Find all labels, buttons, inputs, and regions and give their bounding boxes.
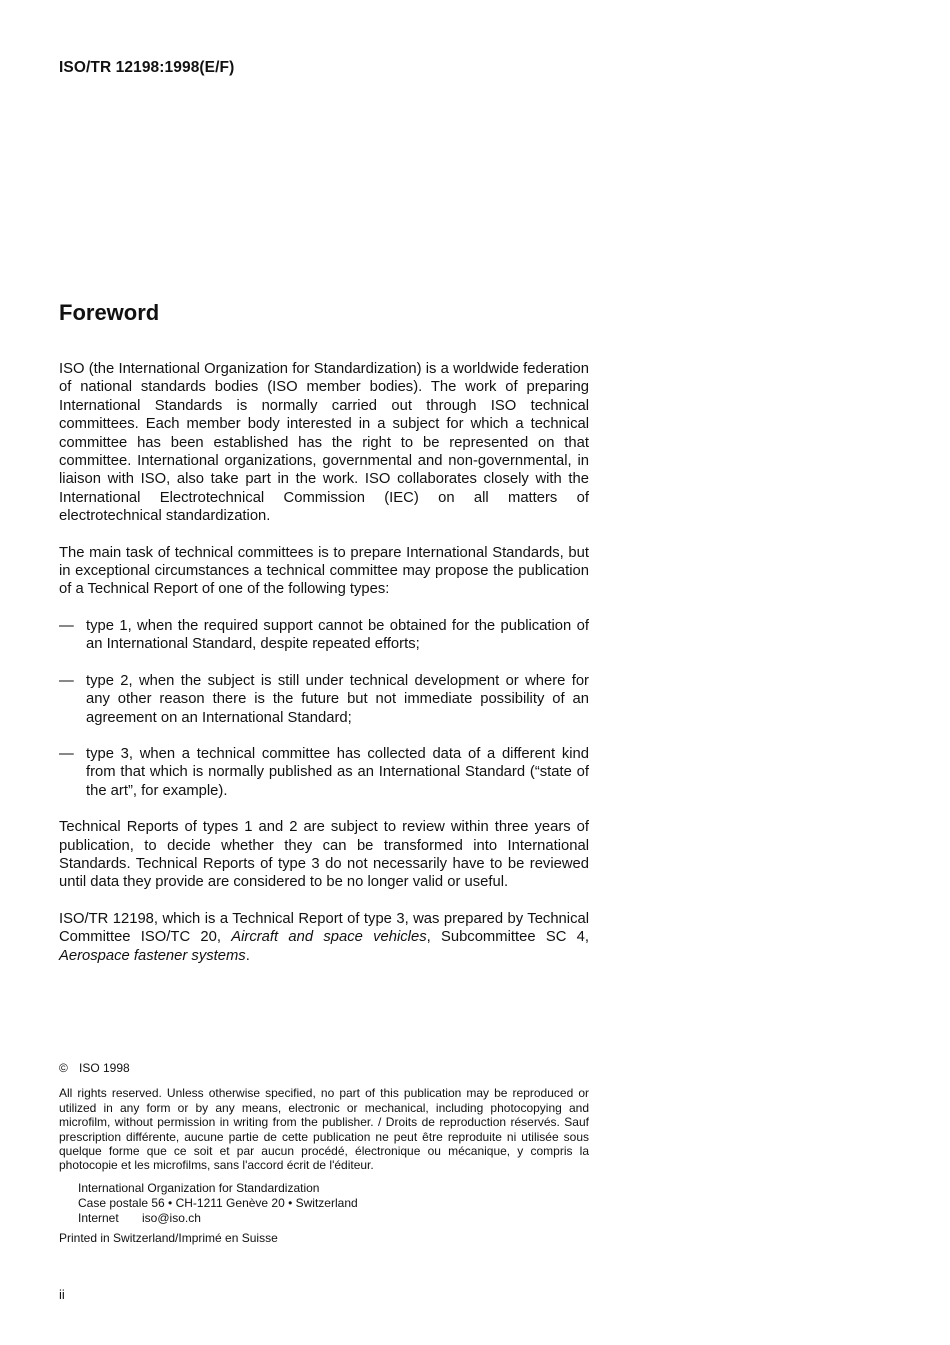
- page-number: ii: [59, 1287, 65, 1302]
- foreword-paragraph-4: [59, 910, 589, 965]
- paragraph-4-suffix: .: [245, 947, 250, 964]
- list-item-text: type 3, when a technical committee has collected data of a different kind from that which is normally published as an International Standard (“state of the art”, for example).: [86, 745, 589, 799]
- foreword-section: [59, 296, 589, 983]
- postal-address: Case postale 56 • CH-1211 Genève 20 • Switzerland: [78, 1195, 358, 1210]
- internet-label: Internet: [78, 1210, 119, 1225]
- committee-title: Aircraft and space vehicles: [231, 929, 427, 946]
- subcommittee-title: Aerospace fastener systems: [59, 947, 246, 964]
- list-dash: —: [59, 745, 74, 762]
- list-item-text: type 2, when the subject is still under technical development or where for any other reason there is the future but not immediate possibility of an agreement on an International Standard;: [86, 672, 589, 726]
- list-item: [59, 672, 589, 727]
- printed-in: Printed in Switzerland/Imprimé en Suisse: [59, 1230, 278, 1245]
- list-dash: —: [59, 617, 74, 634]
- copyright-notice: [59, 1061, 589, 1245]
- foreword-paragraph-3: Technical Reports of types 1 and 2 are subject to review within three years of publication, to decide whether they can be transformed into International Standards. Technical Reports of type 3 do not necessarily have to be reviewed until data they provide are considered to be no longer valid or useful.: [59, 819, 589, 891]
- copyright-year: ISO 1998: [79, 1061, 130, 1075]
- foreword-heading: Foreword: [59, 300, 160, 325]
- list-dash: —: [59, 672, 74, 689]
- foreword-paragraph-2: The main task of technical committees is to prepare International Standards, but in exceptional circumstances a technical committee may propose the publication of a Technical Report of one of the following types:: [59, 544, 589, 598]
- paragraph-4-prefix: ISO/TR 12198, which is a Technical Report of type 3, was prepared by Technical Committee ISO/TC 20,: [59, 910, 589, 946]
- report-types-list: [59, 617, 589, 800]
- foreword-paragraph-1: ISO (the International Organization for Standardization) is a worldwide federation of national standards bodies (ISO member bodies). The work of preparing International Standards is normally carried out through ISO technical committees. Each member body interested in a subject for which a technical committee has been established has the right to be represented on that committee. International organizations, governmental and non-governmental, in liaison with ISO, also take part in the work. ISO collaborates closely with the International Electrotechnical Commission (IEC) on all matters of electrotechnical standardization.: [59, 361, 589, 525]
- publisher-address: [78, 1181, 589, 1226]
- internet-address: iso@iso.ch: [142, 1210, 201, 1225]
- paragraph-4-middle: , Subcommittee SC 4,: [426, 929, 590, 946]
- rights-statement: All rights reserved. Unless otherwise specified, no part of this publication may be reproduced or utilized in any form or by any means, electronic or mechanical, including photocopying and microfilm, without permission in writing from the publisher. / Droits de reproduction réservés. Sauf prescription différente, aucune partie de cette publication ne peut être reproduite ni utilisée sous quelque forme que ce soit et par aucun procédé, électronique ou mécanique, y compris la photocopie et les microfilms, sans l'accord écrit de l'éditeur.: [59, 1086, 589, 1173]
- list-item-text: type 1, when the required support cannot be obtained for the publication of an International Standard, despite repeated efforts;: [86, 617, 589, 653]
- copyright-line: [59, 1061, 589, 1075]
- internet-contact: [78, 1211, 589, 1226]
- list-item: [59, 745, 589, 800]
- document-identifier: ISO/TR 12198:1998(E/F): [59, 59, 235, 76]
- copyright-icon: ©: [59, 1061, 68, 1075]
- list-item: [59, 617, 589, 654]
- organization-name: International Organization for Standardization: [78, 1180, 320, 1195]
